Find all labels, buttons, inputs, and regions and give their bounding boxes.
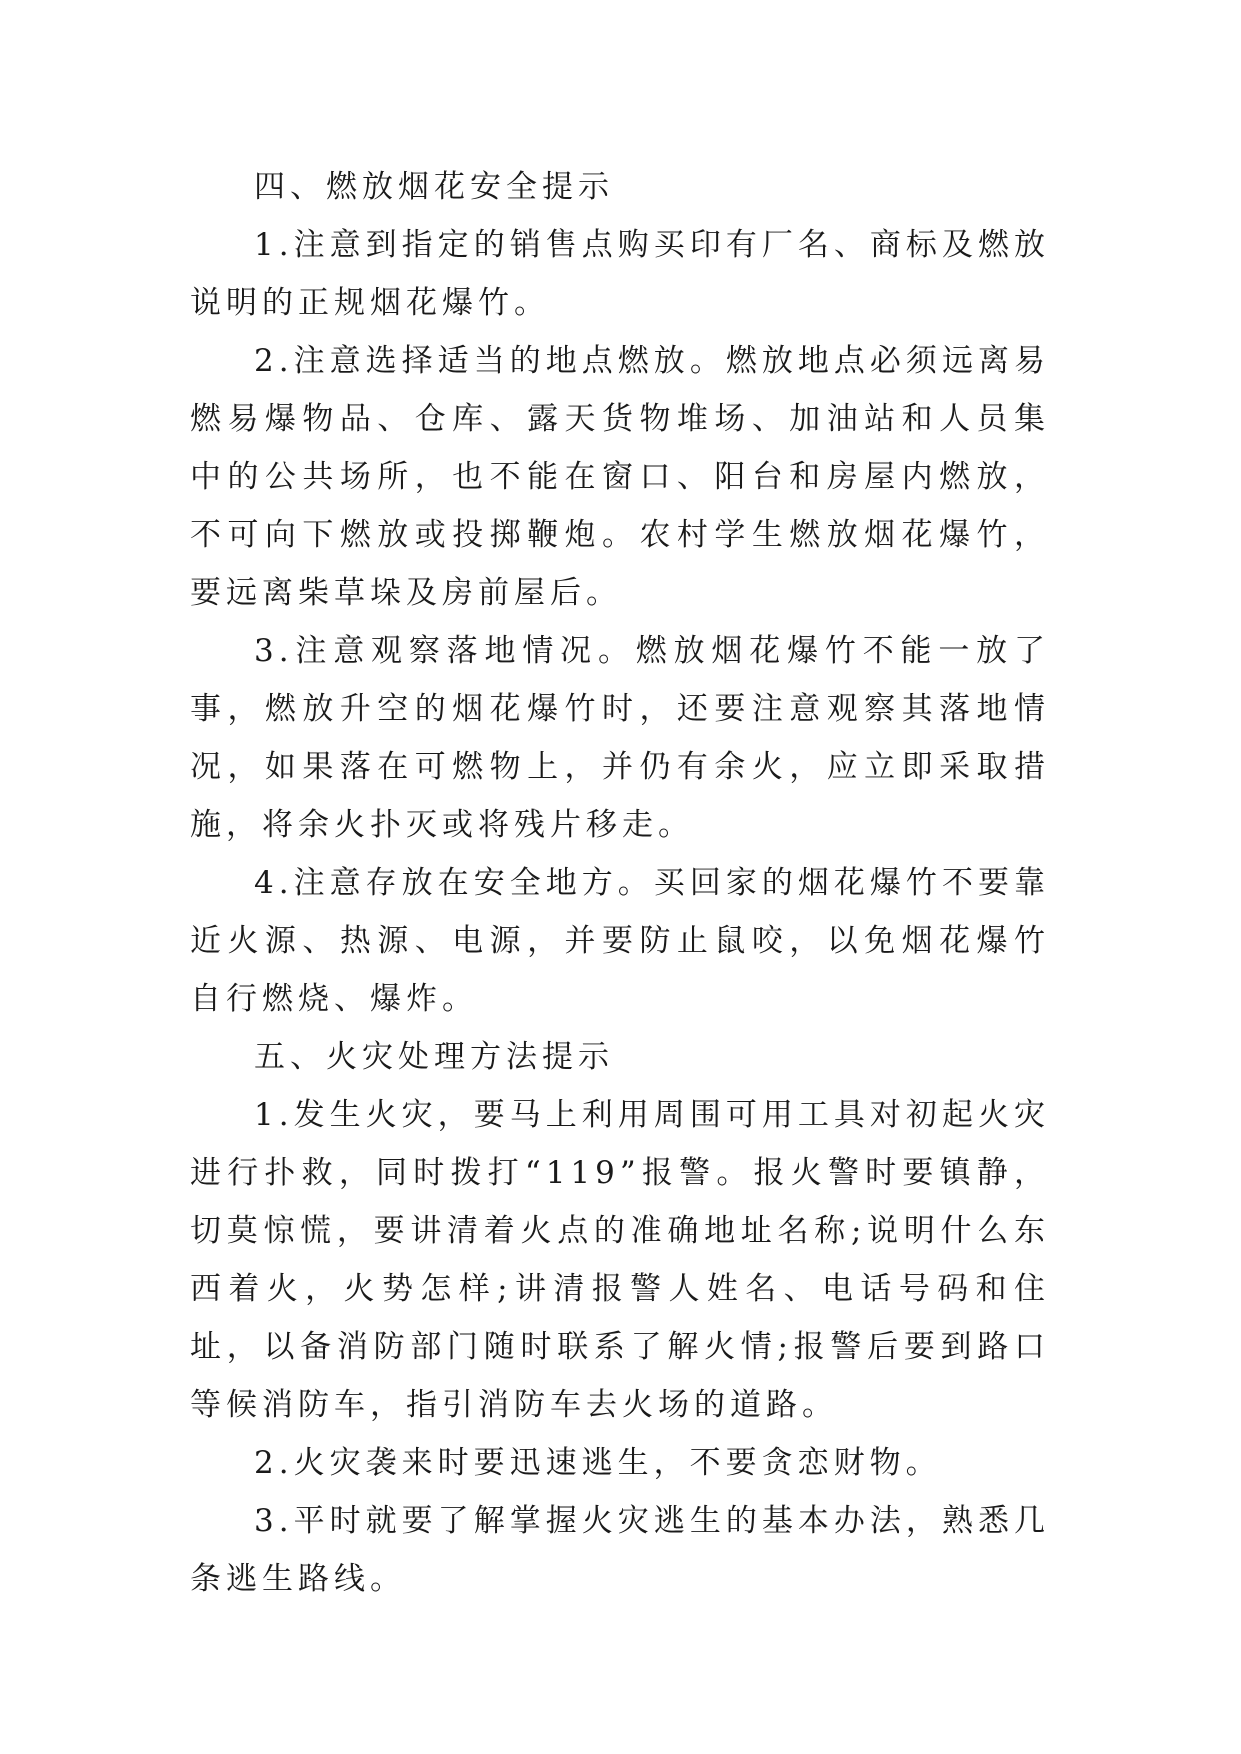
paragraph-buy-legal-fireworks: 1.注意到指定的销售点购买印有厂名、商标及燃放说明的正规烟花爆竹。 [190, 227, 1050, 321]
paragraph-report-fire: 1.发生火灾，要马上利用周围可用工具对初起火灾进行扑救，同时拨打“119”报警。报火警时要镇静，切莫惊慌，要讲清着火点的准确地址名称;说明什么东西着火，火势怎样;讲清报警人姓名、电话号码和住址，以备消防部门随时联系了解火情;报警后要到路口等候消防车，指引消防车去火场的道路。 [190, 1097, 1050, 1423]
paragraph-safe-storage: 4.注意存放在安全地方。买回家的烟花爆竹不要靠近火源、热源、电源，并要防止鼠咬，以免烟花爆竹自行燃烧、爆炸。 [190, 865, 1050, 1017]
paragraph-escape-quickly: 2.火灾袭来时要迅速逃生，不要贪恋财物。 [254, 1445, 942, 1481]
paragraph-observe-landing: 3.注意观察落地情况。燃放烟花爆竹不能一放了事，燃放升空的烟花爆竹时，还要注意观察其落地情况，如果落在可燃物上，并仍有余火，应立即采取措施，将余火扑灭或将残片移走。 [190, 633, 1050, 843]
section-heading-fire-handling: 五、火灾处理方法提示 [254, 1039, 614, 1075]
paragraph-learn-escape-routes: 3.平时就要了解掌握火灾逃生的基本办法，熟悉几条逃生路线。 [190, 1503, 1050, 1597]
section-heading-fireworks-safety: 四、燃放烟花安全提示 [254, 169, 614, 205]
document-page [190, 158, 1050, 1608]
paragraph-choose-location: 2.注意选择适当的地点燃放。燃放地点必须远离易燃易爆物品、仓库、露天货物堆场、加油站和人员集中的公共场所，也不能在窗口、阳台和房屋内燃放，不可向下燃放或投掷鞭炮。农村学生燃放烟花爆竹，要远离柴草垛及房前屋后。 [190, 343, 1050, 611]
